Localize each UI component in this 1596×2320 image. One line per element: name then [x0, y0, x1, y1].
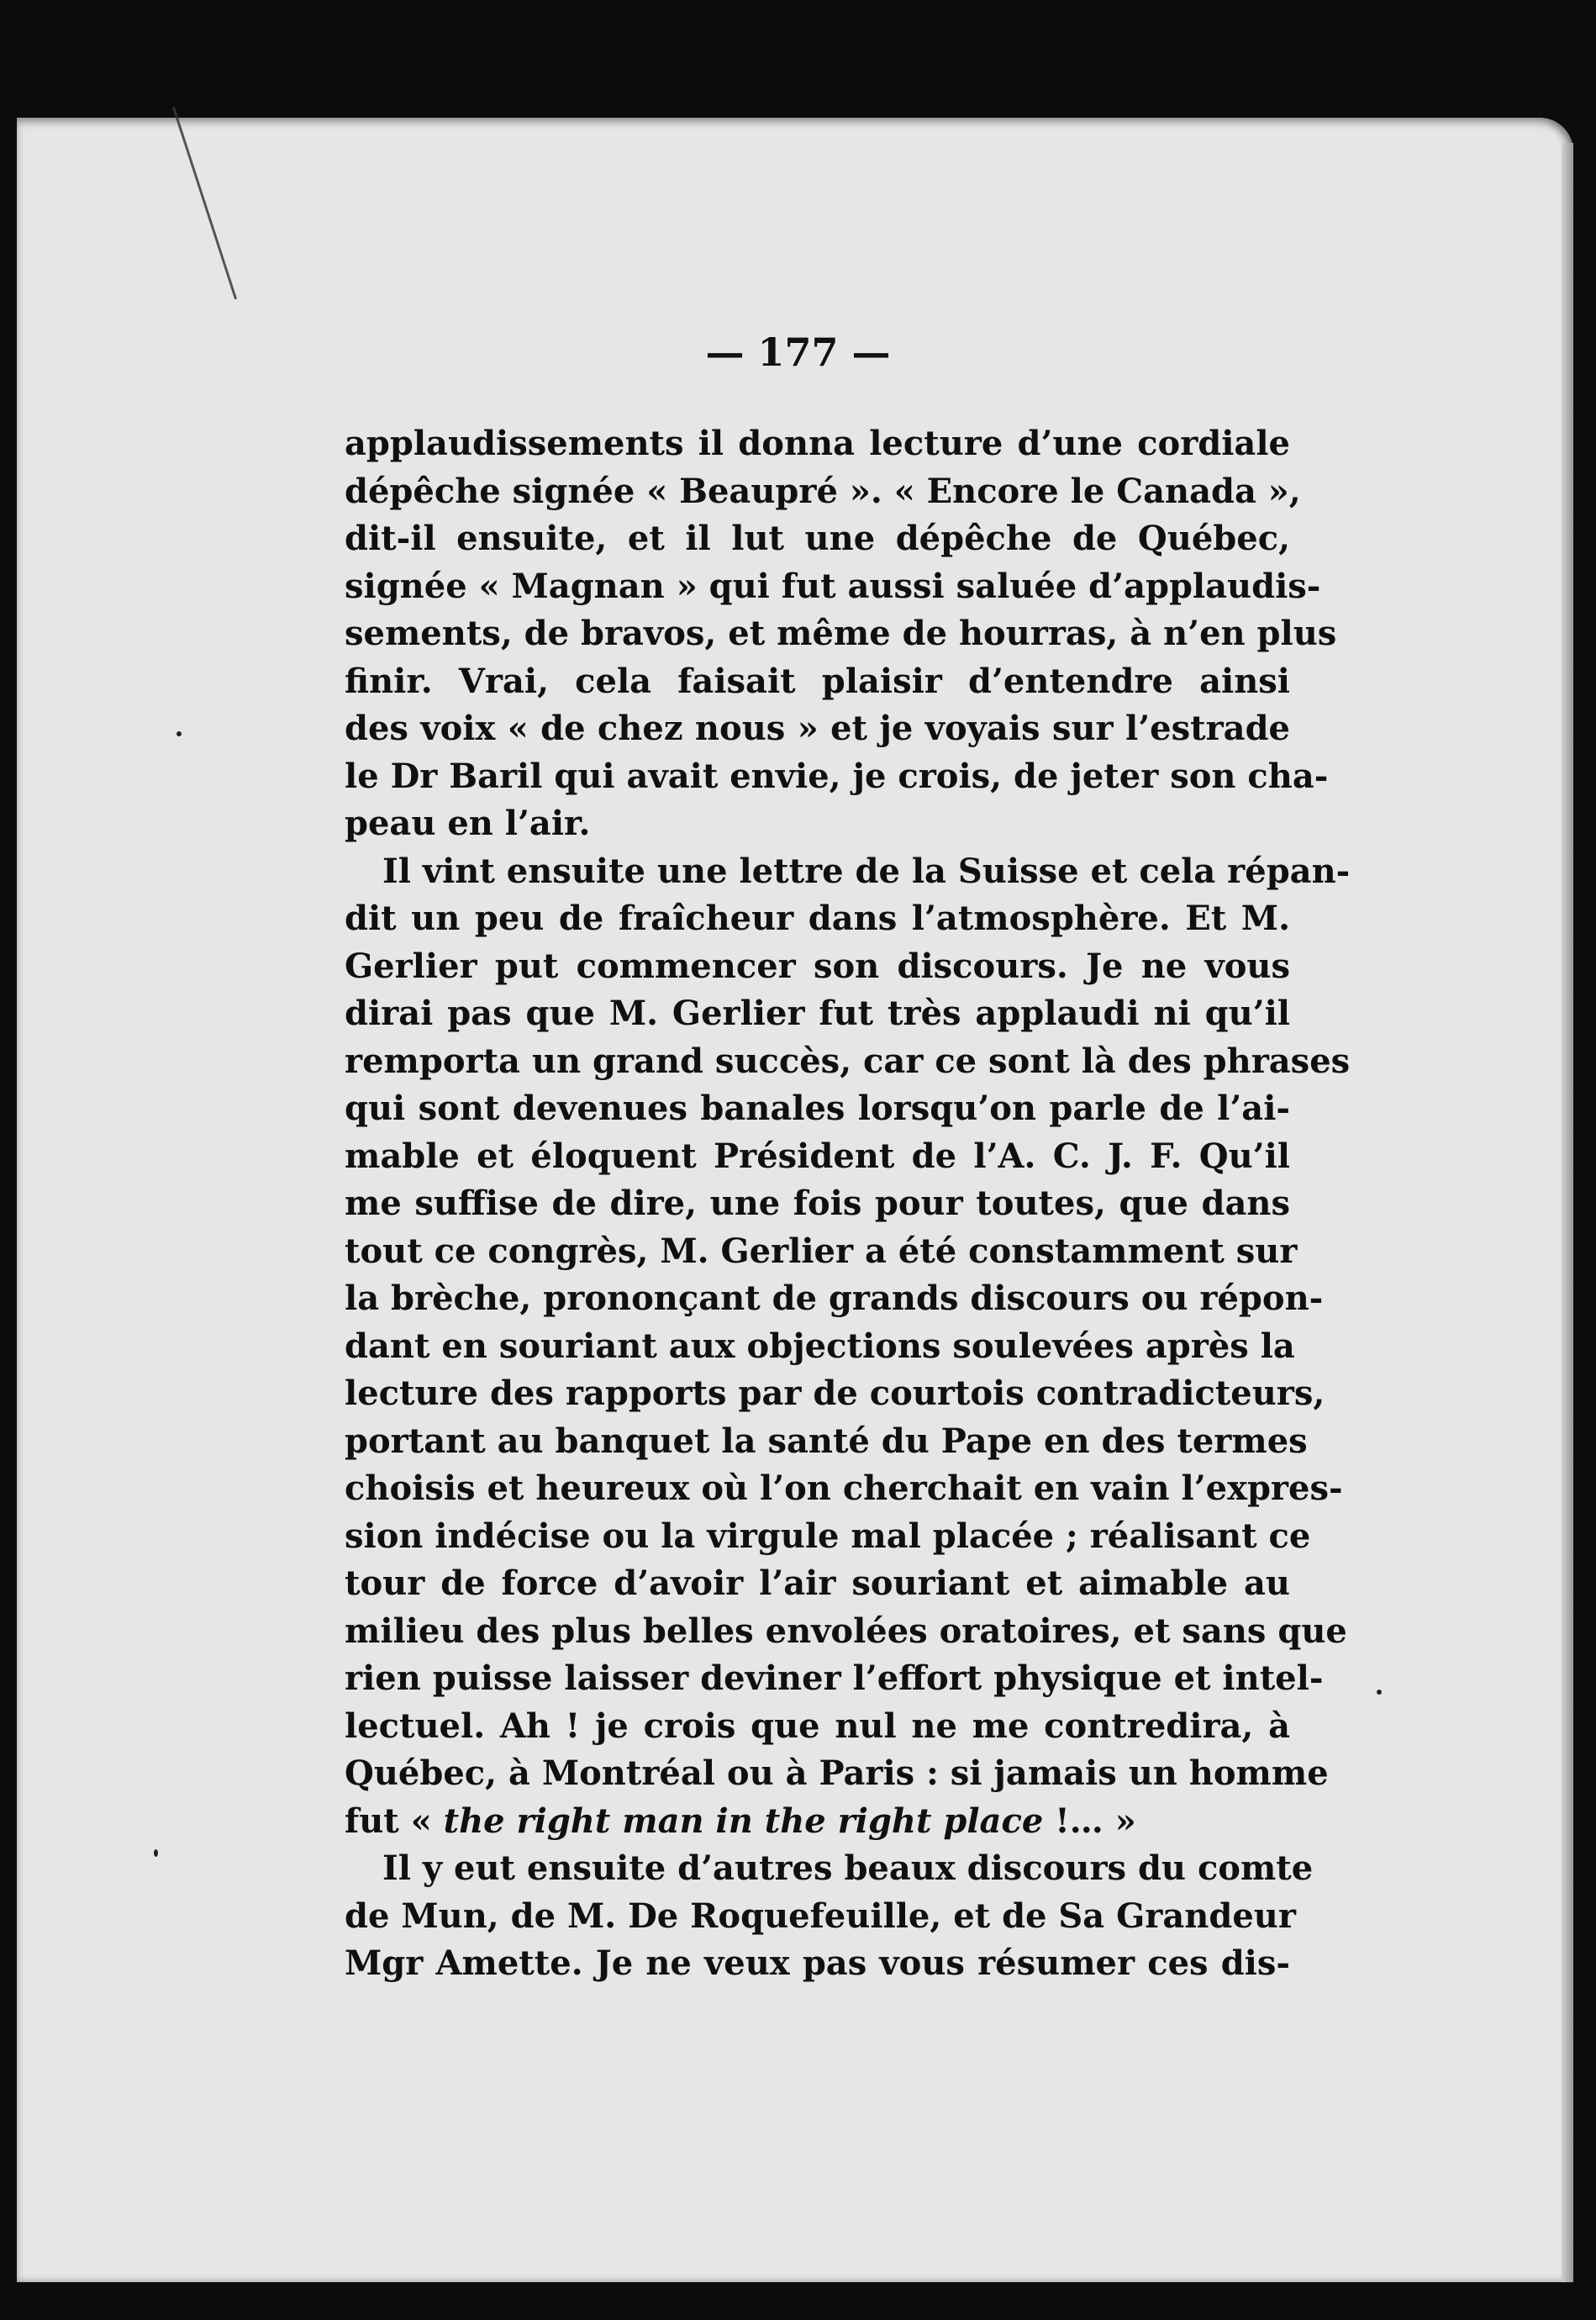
- text-line: [345, 1085, 1290, 1133]
- text-line-content: dirai pas que M. Gerlier fut très applaudi ni qu’il: [345, 994, 1290, 1033]
- text-line-content: dant en souriant aux objections soulevées après la: [345, 1326, 1295, 1366]
- text-line-content: des voix « de chez nous » et je voyais sur l’estrade: [345, 709, 1290, 748]
- text-line: [345, 1750, 1329, 1798]
- text-line: [345, 1940, 1290, 1988]
- text-line-content: dépêche signée « Beaupré ». « Encore le Canada »,: [345, 471, 1301, 511]
- italic-phrase: the right man in the right place: [443, 1801, 1044, 1841]
- text-line-content: rien puisse laisser deviner l’effort physique et intel-: [345, 1658, 1324, 1698]
- text-line: [345, 1323, 1295, 1371]
- text-line-content: Mgr Amette. Je ne veux pas vous résumer ces dis-: [345, 1943, 1290, 1983]
- dust-speck: [154, 1849, 158, 1857]
- text-line-content: Il y eut ensuite d’autres beaux discours du comte: [382, 1848, 1314, 1888]
- text-line: [345, 468, 1301, 516]
- text-line-content: fut «: [345, 1801, 444, 1841]
- text-line: [345, 800, 1290, 848]
- text-line-content: sion indécise ou la virgule mal placée ; réalisant ce: [345, 1516, 1311, 1556]
- text-line: [345, 1893, 1296, 1941]
- text-line: [345, 563, 1321, 611]
- text-line-content: dit un peu de fraîcheur dans l’atmosphère. Et M.: [345, 899, 1290, 938]
- text-line: [345, 1275, 1324, 1323]
- text-line: [345, 1845, 1314, 1893]
- text-line: [345, 1560, 1290, 1608]
- text-line: [345, 1038, 1351, 1086]
- text-line: [345, 515, 1290, 563]
- text-line: [345, 1180, 1290, 1228]
- text-line-content: choisis et heureux où l’on cherchait en vain l’expres-: [345, 1468, 1343, 1508]
- body-text: [345, 420, 1351, 1988]
- text-line-content: finir. Vrai, cela faisait plaisir d’entendre ainsi: [345, 661, 1290, 701]
- text-line-content: le Dr Baril qui avait envie, je crois, de jeter son cha-: [345, 756, 1329, 796]
- text-line-content: me suffise de dire, une fois pour toutes, que dans: [345, 1184, 1290, 1223]
- text-line-content: sements, de bravos, et même de hourras, à n’en plus: [345, 614, 1337, 653]
- text-line-content: la brèche, prononçant de grands discours ou répon-: [345, 1279, 1324, 1318]
- text-line: [345, 658, 1290, 706]
- text-line: [345, 1418, 1308, 1466]
- text-line: [345, 848, 1351, 896]
- text-line: [345, 1465, 1343, 1513]
- text-line-content: dit-il ensuite, et il lut une dépêche de Québec,: [345, 519, 1290, 558]
- text-line: [345, 1703, 1290, 1751]
- text-line-content: Gerlier put commencer son discours. Je ne vous: [345, 946, 1290, 986]
- text-line: [345, 1133, 1290, 1181]
- text-line: [345, 1513, 1311, 1561]
- text-line-content: mable et éloquent Président de l’A. C. J. F. Qu’il: [345, 1136, 1290, 1176]
- text-line-content: Il vint ensuite une lettre de la Suisse et cela répan-: [382, 851, 1351, 891]
- page-edge: [1562, 143, 1573, 2282]
- text-line-content: lectuel. Ah ! je crois que nul ne me contredira, à: [345, 1706, 1290, 1746]
- text-line: [345, 753, 1329, 801]
- text-line-content: applaudissements il donna lecture d’une cordiale: [345, 424, 1290, 463]
- dust-speck: [1377, 1690, 1382, 1695]
- dust-speck: [176, 731, 182, 736]
- text-line-content: signée « Magnan » qui fut aussi saluée d’applaudis-: [345, 566, 1321, 606]
- text-line: [345, 1228, 1298, 1276]
- text-line: [345, 943, 1290, 991]
- text-line: [345, 420, 1290, 468]
- text-line: [345, 990, 1290, 1038]
- text-line-tail: !… »: [1043, 1801, 1136, 1841]
- text-line: [345, 705, 1290, 753]
- text-line-content: remporta un grand succès, car ce sont là des phrases: [345, 1041, 1351, 1081]
- text-line: [345, 1798, 1290, 1846]
- text-line: [345, 895, 1290, 943]
- text-line-content: qui sont devenues banales lorsqu’on parle de l’ai-: [345, 1089, 1290, 1128]
- text-line-content: portant au banquet la santé du Pape en des termes: [345, 1421, 1308, 1461]
- text-line: [345, 1655, 1324, 1703]
- text-line: [345, 1370, 1325, 1418]
- text-line: [345, 1608, 1347, 1656]
- text-line-content: tout ce congrès, M. Gerlier a été constamment sur: [345, 1231, 1298, 1271]
- text-line-content: milieu des plus belles envolées oratoires, et sans que: [345, 1611, 1347, 1651]
- text-line: [345, 610, 1337, 658]
- page-number: — 177 —: [705, 330, 891, 375]
- text-line-content: Québec, à Montréal ou à Paris : si jamais un homme: [345, 1753, 1329, 1793]
- text-line-content: tour de force d’avoir l’air souriant et aimable au: [345, 1563, 1290, 1603]
- text-line-content: peau en l’air.: [345, 804, 591, 843]
- text-line-content: de Mun, de M. De Roquefeuille, et de Sa Grandeur: [345, 1896, 1296, 1936]
- text-line-content: lecture des rapports par de courtois contradicteurs,: [345, 1374, 1325, 1413]
